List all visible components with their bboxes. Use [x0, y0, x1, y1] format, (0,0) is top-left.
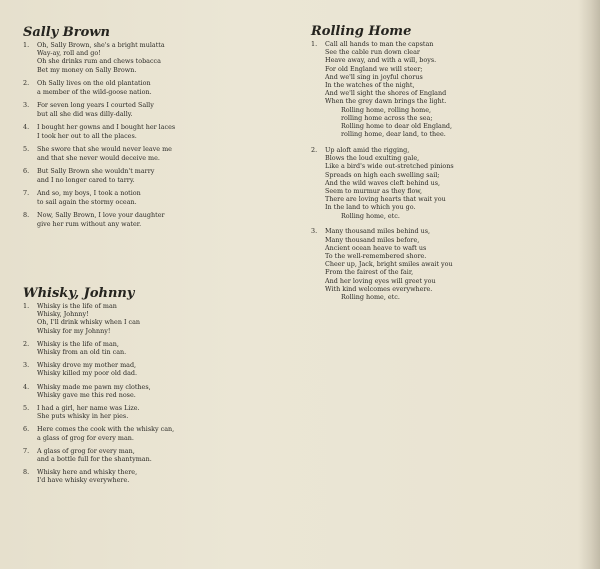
lyric-line: And the wild waves cleft behind us,: [325, 178, 441, 187]
verse-number: 1.: [23, 302, 30, 310]
lyric-line: Ancient ocean heave to waft us: [325, 243, 427, 252]
lyric-line: But Sally Brown she wouldn't marry: [37, 167, 155, 176]
chorus-line: Rolling home, etc.: [341, 293, 400, 302]
lyric-line: Many thousand miles behind us,: [325, 227, 431, 236]
lyric-line: A glass of grog for every man,: [37, 446, 135, 455]
lyric-line: I had a girl, her name was Lize.: [37, 404, 140, 413]
lyric-line: There are loving hearts that wait you: [325, 195, 446, 204]
lyric-line: And we'll sight the shores of England: [325, 89, 447, 98]
lyric-line: Whisky drove my mother mad,: [37, 361, 137, 370]
song-whisky-johnny: [23, 287, 283, 490]
song-sally-brown: [23, 26, 283, 233]
verse-number: 1.: [311, 40, 318, 48]
lyric-line: See the cable run down clear: [325, 48, 420, 57]
verse: [23, 383, 283, 399]
lyric-line: Now, Sally Brown, I love your daughter: [37, 211, 165, 220]
lyric-line: Whisky gave me this red nose.: [37, 390, 136, 399]
lyric-line: I took her out to all the places.: [37, 131, 137, 140]
lyric-line: Whisky here and whisky there,: [37, 468, 138, 477]
lyric-line: a member of the wild-goose nation.: [37, 87, 152, 96]
song-title: Rolling Home: [311, 24, 412, 39]
verse: [23, 340, 283, 356]
chorus-line: Rolling home, rolling home,: [341, 105, 432, 114]
verse: [23, 189, 283, 205]
lyric-line: Whisky made me pawn my clothes,: [37, 382, 151, 391]
verse-number: 4.: [23, 123, 30, 132]
lyric-line: Many thousand miles before,: [325, 235, 420, 244]
lyric-line: Whisky is the life of man: [37, 302, 117, 310]
lyric-line: Oh, Sally Brown, she's a bright mulatta: [37, 41, 165, 49]
lyric-line: Oh she drinks rum and chews tobacca: [37, 57, 161, 66]
lyric-line: For old England we will steer;: [325, 64, 423, 73]
lyric-line: Whisky, Johnny!: [37, 310, 89, 319]
lyric-line: Oh, I'll drink whisky when I can: [37, 318, 141, 327]
verse-number: 5.: [23, 404, 30, 413]
verse-number: 3.: [311, 227, 318, 236]
lyric-line: And so, my boys, I took a notion: [37, 189, 141, 198]
lyric-line: Whisky from an old tin can.: [37, 348, 127, 357]
lyric-line: Whisky for my Johnny!: [37, 326, 111, 335]
song-title: Whisky, Johnny: [23, 286, 135, 301]
verse-number: 3.: [23, 101, 30, 110]
verse: [23, 101, 283, 117]
lyric-line: give her rum without any water.: [37, 219, 142, 228]
lyric-line: and a bottle full for the shantyman.: [37, 455, 152, 464]
verse: [311, 227, 581, 301]
verse: [23, 41, 283, 74]
verse-number: 4.: [23, 382, 30, 391]
verse-number: 8.: [23, 211, 30, 220]
lyric-line: When the grey dawn brings the light.: [325, 97, 447, 106]
lyric-line: She swore that she would never leave me: [37, 145, 172, 154]
verse: [311, 146, 581, 220]
lyric-line: Heave away, and with a will, boys.: [325, 56, 437, 65]
verse: [23, 211, 283, 227]
verse-number: 7.: [23, 446, 30, 455]
lyric-line: For seven long years I courted Sally: [37, 101, 154, 110]
verse-number: 6.: [23, 167, 30, 176]
verse: [23, 79, 283, 95]
chorus-line: rolling home across the sea;: [341, 113, 433, 122]
lyric-line: to sail again the stormy ocean.: [37, 197, 137, 206]
lyric-line: I bought her gowns and I bought her laces: [37, 123, 176, 132]
lyric-line: Call all hands to man the capstan: [325, 40, 434, 48]
lyric-line: and that she never would deceive me.: [37, 153, 160, 162]
verse-number: 7.: [23, 189, 30, 198]
lyric-line: Cheer up, Jack, bright smiles await you: [325, 260, 453, 269]
lyric-line: Whisky is the life of man,: [37, 339, 119, 348]
verse: [23, 404, 283, 420]
verse-number: 2.: [311, 146, 318, 155]
verse: [23, 123, 283, 139]
song-verses: [23, 302, 283, 485]
lyric-line: Whisky killed my poor old dad.: [37, 369, 138, 378]
chorus-line: rolling home, dear land, to thee.: [341, 130, 446, 139]
lyric-line: a glass of grog for every man.: [37, 433, 134, 442]
song-verses: [311, 40, 581, 301]
lyric-line: Like a bird's wide out-stretched pinions: [325, 162, 454, 171]
song-rolling-home: [311, 25, 581, 309]
verse-number: 1.: [23, 41, 30, 49]
lyric-line: Way-ay, roll and go!: [37, 49, 101, 58]
song-title: Sally Brown: [23, 25, 110, 40]
song-verses: [23, 41, 283, 228]
verse: [23, 447, 283, 463]
lyric-line: And her loving eyes will greet you: [325, 276, 436, 285]
verse: [23, 167, 283, 183]
verse: [23, 302, 283, 335]
chorus-line: Rolling home, etc.: [341, 211, 400, 220]
verse: [23, 468, 283, 484]
verse-number: 6.: [23, 425, 30, 434]
lyric-line: In the land to which you go.: [325, 203, 416, 212]
chorus-line: Rolling home to dear old England,: [341, 122, 453, 131]
lyric-line: And we'll sing in joyful chorus: [325, 72, 423, 81]
lyric-line: With kind welcomes everywhere.: [325, 284, 433, 293]
lyric-line: To the well-remembered shore.: [325, 252, 427, 261]
lyric-line: and I no longer cared to tarry.: [37, 175, 135, 184]
lyric-line: but all she did was dilly-dally.: [37, 109, 133, 118]
verse-number: 8.: [23, 468, 30, 477]
lyric-line: She puts whisky in her pies.: [37, 412, 129, 421]
lyric-line: Bet my money on Sally Brown.: [37, 65, 137, 74]
lyric-line: Blows the loud exulting gale,: [325, 154, 420, 163]
lyric-line: I'd have whisky everywhere.: [37, 476, 130, 485]
verse: [23, 145, 283, 161]
verse: [23, 425, 283, 441]
lyric-line: From the fairest of the fair,: [325, 268, 414, 277]
verse: [23, 361, 283, 377]
verse-number: 2.: [23, 79, 30, 88]
lyric-line: Oh Sally lives on the old plantation: [37, 79, 151, 88]
page-gutter-shadow: [578, 0, 600, 569]
lyric-line: In the watches of the night,: [325, 81, 415, 90]
lyric-line: Spreads on high each swelling sail;: [325, 170, 440, 179]
verse-number: 3.: [23, 361, 30, 370]
verse-number: 2.: [23, 339, 30, 348]
lyric-line: Here comes the cook with the whisky can,: [37, 425, 175, 434]
lyric-line: Seem to murmur as they flow,: [325, 187, 423, 196]
lyric-line: Up aloft amid the rigging,: [325, 146, 410, 155]
verse: [311, 40, 581, 138]
verse-number: 5.: [23, 145, 30, 154]
